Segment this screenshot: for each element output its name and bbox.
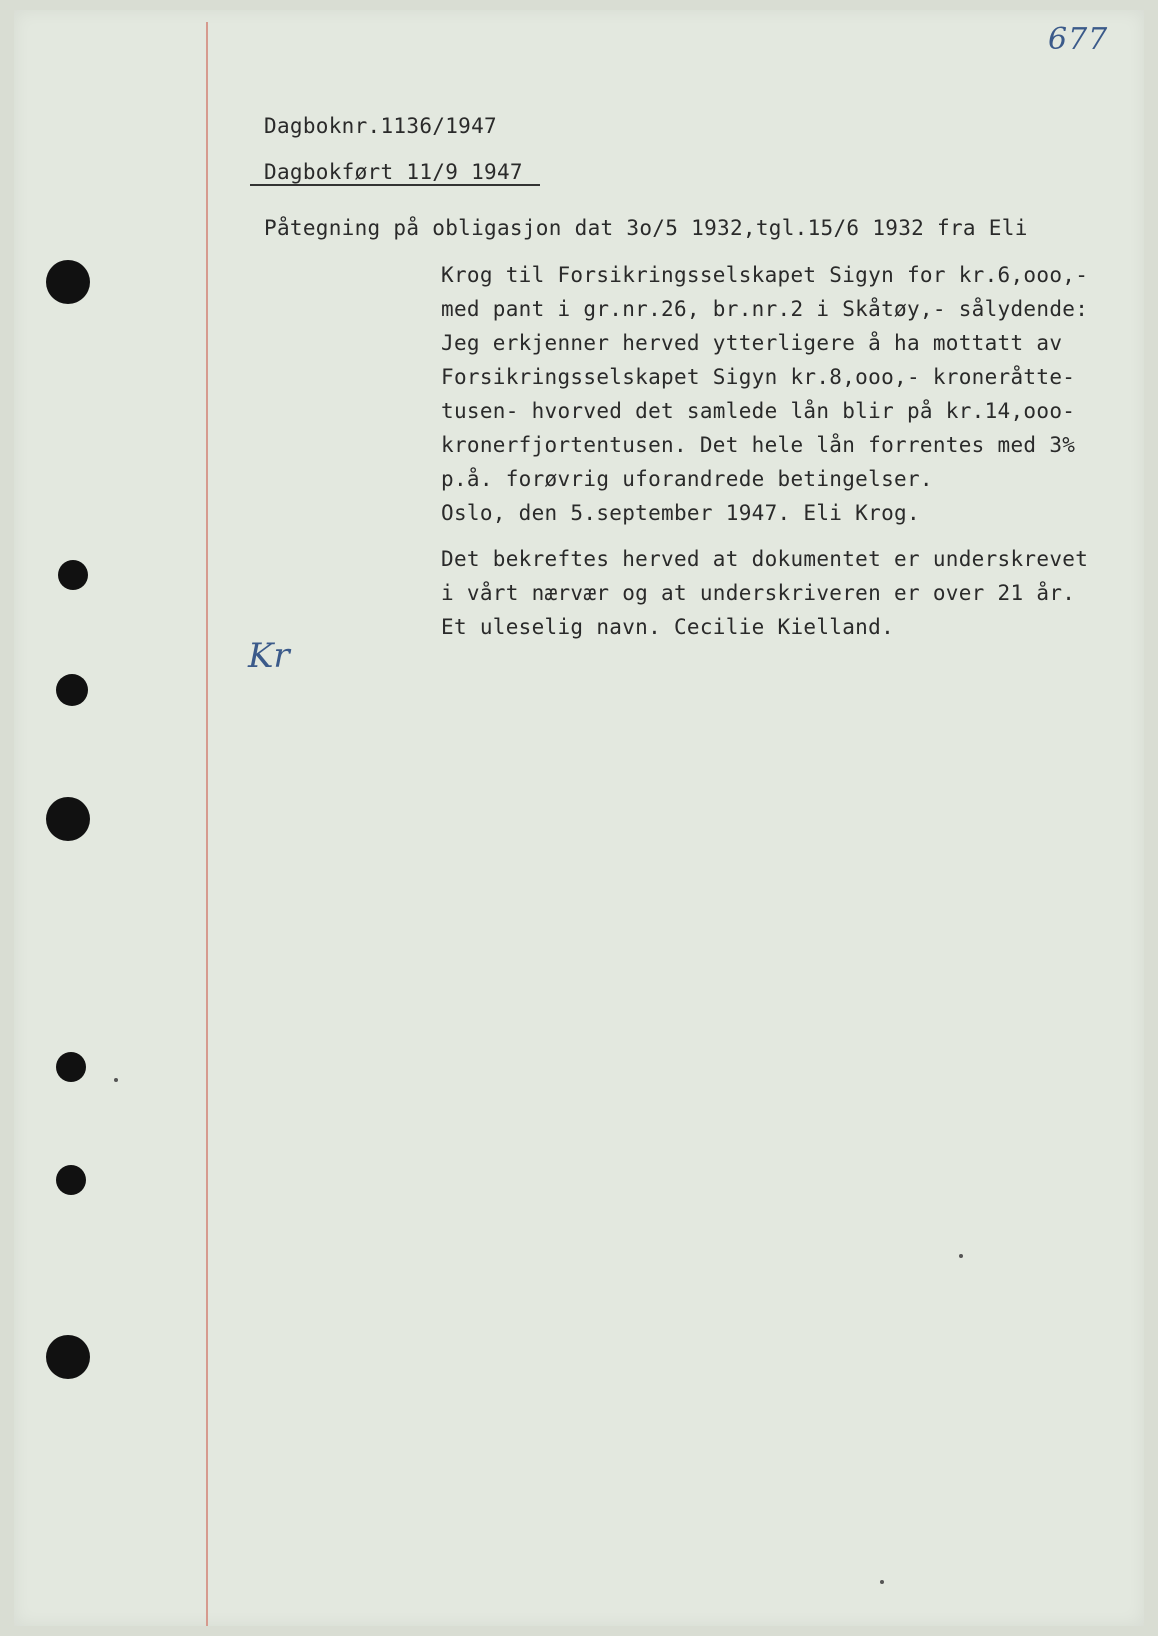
body-line: Krog til Forsikringsselskapet Sigyn for kr.6,ooo,- xyxy=(441,263,1089,287)
dagboknr: Dagboknr.1136/1947 xyxy=(264,114,497,138)
dagbokfort: Dagbokført 11/9 1947 xyxy=(264,160,523,184)
body-line: kronerfjortentusen. Det hele lån forrentes med 3% xyxy=(441,433,1076,457)
body-line: Forsikringsselskapet Sigyn kr.8,ooo,- kroneråtte- xyxy=(441,365,1076,389)
attestation-line: Det bekreftes herved at dokumentet er underskrevet xyxy=(441,547,1089,571)
margin-rule xyxy=(206,22,208,1626)
binder-hole xyxy=(46,260,90,304)
binder-hole xyxy=(46,797,90,841)
attestation-line: Et uleselig navn. Cecilie Kielland. xyxy=(441,615,895,639)
binder-hole xyxy=(56,1165,86,1195)
handwritten-initials: Kr xyxy=(248,636,290,676)
attestation-line: i vårt nærvær og at underskriveren er over 21 år. xyxy=(441,581,1076,605)
binder-hole xyxy=(56,674,88,706)
page-number: 677 xyxy=(1048,22,1109,57)
document-page xyxy=(14,10,1144,1626)
speck xyxy=(114,1078,118,1082)
binder-hole xyxy=(58,560,88,590)
body-line: tusen- hvorved det samlede lån blir på kr.14,ooo- xyxy=(441,399,1076,423)
body-line: p.å. forøvrig uforandrede betingelser. xyxy=(441,467,933,491)
binder-hole xyxy=(56,1052,86,1082)
dagbokfort-underline xyxy=(250,184,540,186)
body-line: med pant i gr.nr.26, br.nr.2 i Skåtøy,- sålydende: xyxy=(441,297,1089,321)
speck xyxy=(959,1254,963,1258)
body-line-first: Påtegning på obligasjon dat 3o/5 1932,tgl.15/6 1932 fra Eli xyxy=(264,216,1028,240)
body-line: Oslo, den 5.september 1947. Eli Krog. xyxy=(441,501,920,525)
binder-hole xyxy=(46,1335,90,1379)
speck xyxy=(880,1580,884,1584)
body-line: Jeg erkjenner herved ytterligere å ha mottatt av xyxy=(441,331,1063,355)
